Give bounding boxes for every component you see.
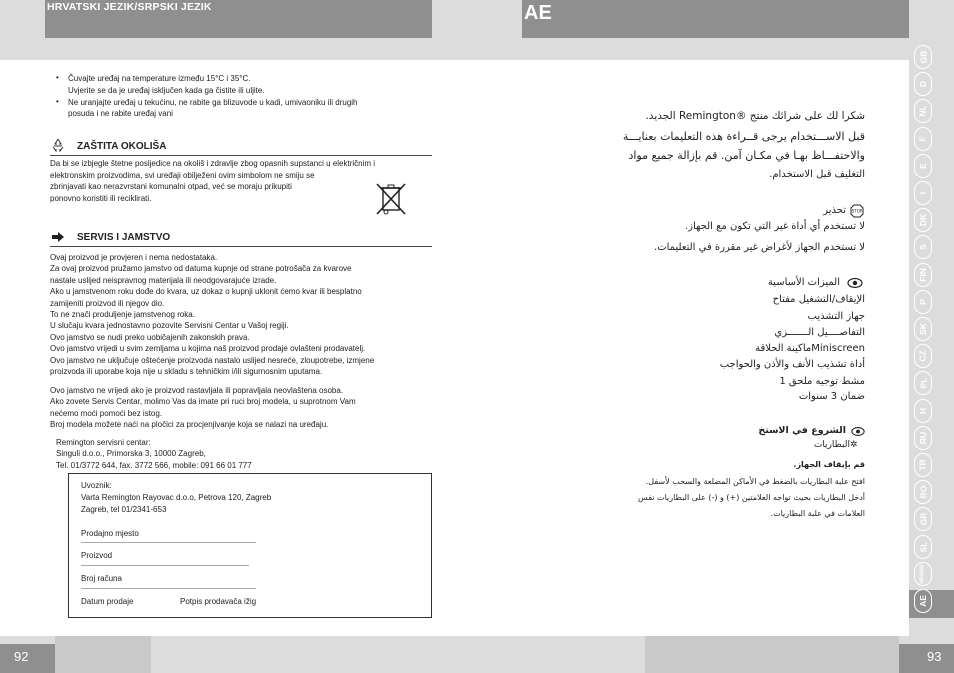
care-text-4: posuda i ne rabite uređaj vani bbox=[68, 109, 173, 118]
crossed-bin-icon bbox=[373, 180, 409, 218]
bullet-icon: • bbox=[56, 73, 59, 82]
care-text-2: Uvjerite se da je uređaj isključen kada ga čistite ili uljite. bbox=[68, 86, 265, 95]
intro-line-2: قبل الاســـتخدام يرجى قــراءة هذه التعليمات بعنايـــة bbox=[622, 130, 865, 143]
service-text-line: Ako u jamstvenom roku dođe do kvara, uz dokaz o kupnji uklonit ćemo kvar ili besplatno bbox=[50, 287, 362, 297]
footer-left-accent bbox=[55, 636, 151, 673]
header-left-title: HRVATSKI JEZIK/SRPSKI JEZIK bbox=[47, 1, 212, 13]
language-tab[interactable] bbox=[914, 371, 932, 395]
recycle-icon bbox=[51, 138, 65, 152]
intro-line-1: شكرا لك على شرائك منتج ®Remington الجديد. bbox=[645, 110, 865, 122]
language-tab[interactable] bbox=[914, 45, 932, 69]
language-tab-label: P bbox=[917, 298, 928, 305]
battery-line-3: العلامات في علبة البطاريات. bbox=[770, 509, 865, 518]
page-number-left: 92 bbox=[0, 644, 55, 673]
footer-right-accent bbox=[645, 636, 899, 673]
language-tab[interactable] bbox=[914, 399, 932, 423]
eye-icon bbox=[847, 277, 863, 289]
feature-item: ضمان 3 سنوات bbox=[798, 391, 865, 402]
service-text-line: proizvoda ili uporabe koja nije u skladu s tehničkim i/ili sigurnosnim uputama. bbox=[50, 367, 323, 376]
language-tab-label: AE bbox=[918, 595, 928, 607]
sale-date-label: Datum prodaje bbox=[81, 597, 134, 606]
importer-label: Uvoznik: bbox=[81, 481, 112, 490]
service-center-line: Singuli d.o.o., Primorska 3, 10000 Zagreb, bbox=[56, 449, 206, 459]
language-tab[interactable] bbox=[914, 317, 932, 341]
language-tab[interactable] bbox=[914, 235, 932, 259]
service-text-line: Broj modela možete naći na pločici za procjenjivanje koja se nalazi na uređaju. bbox=[50, 420, 329, 430]
feature-item: جهاز التشذيب bbox=[807, 311, 865, 322]
service-text-line: Za ovaj proizvod pružamo jamstvo od datuma kupnje od strane potrošača za kvarove bbox=[50, 264, 352, 274]
language-tab-label: I bbox=[918, 191, 928, 195]
language-tab-label: TR bbox=[918, 459, 928, 471]
language-tab[interactable] bbox=[914, 344, 932, 368]
warning-line-1: لا تستخدم أي أداة غير التي تكون مع الجهاز. bbox=[685, 221, 865, 232]
feature-item: مشط توجيه ملحق 1 bbox=[779, 376, 865, 387]
language-tab-label: F bbox=[917, 135, 928, 142]
service-text-line: Ovo jamstvo ne uključuje oštećenje proizvoda nastalo uslijed nesreće, zloupotrebe, izmjene bbox=[50, 355, 375, 365]
product-line: ———————————————————————— bbox=[81, 562, 249, 569]
language-tab-label: E bbox=[917, 162, 928, 169]
service-text-line: U slučaju kvara jednostavno pozovite Servisni Centar u Vašoj regiji. bbox=[50, 321, 289, 331]
page-number-right: 93 bbox=[899, 644, 954, 673]
language-tab[interactable] bbox=[914, 263, 932, 287]
service-title: SERVIS I JAMSTVO bbox=[77, 232, 171, 243]
service-rule bbox=[50, 246, 432, 247]
environment-text-4: ponovno koristiti ili reciklirati. bbox=[50, 194, 152, 203]
environment-title: ZAŠTITA OKOLIŠA bbox=[77, 141, 167, 152]
language-tab-label: D bbox=[917, 81, 928, 88]
feature-item: التفاصــــيل الـــــــزي bbox=[774, 327, 865, 338]
intro-line-4: التغليف قبل الاستخدام. bbox=[769, 169, 865, 180]
signature-label: Potpis prodavača ižig bbox=[180, 597, 257, 606]
features-title: الميزات الأساسية bbox=[767, 277, 840, 288]
feature-item: Miniscreenماكينة الحلاقة bbox=[755, 343, 865, 354]
battery-title: قم بإيقاف الجهاز. bbox=[793, 460, 865, 469]
language-tab-label: RU bbox=[918, 431, 928, 444]
language-tab[interactable] bbox=[914, 507, 932, 531]
service-text-line: Ovaj proizvod je provjeren i nema nedostataka. bbox=[50, 253, 218, 262]
language-tab-label: RO bbox=[918, 485, 928, 499]
language-tab-label: SL bbox=[918, 541, 928, 553]
language-tab[interactable] bbox=[914, 589, 932, 613]
header-right-title: AE bbox=[524, 2, 552, 24]
battery-line-1: افتح علبة البطاريات بالضغط في الأماكن المضلعة والسحب لأسفل. bbox=[645, 477, 865, 486]
service-text-line: Ovo jamstvo se nudi preko uobičajenih zakonskih prava. bbox=[50, 332, 250, 342]
start-subtitle: البطاريات bbox=[813, 440, 850, 450]
importer-line-2: Zagreb, tel 01/2341-653 bbox=[81, 505, 167, 514]
importer-line-1: Varta Remington Rayovac d.o.o, Petrova 120, Zagreb bbox=[81, 493, 272, 502]
service-center-line: Tel. 01/3772 644, fax. 3772 566, mobile: 091 66 01 777 bbox=[56, 460, 252, 470]
svg-text:STOP: STOP bbox=[851, 208, 863, 214]
warning-line-2: لا تستخدم الجهاز لأغراض غير مقررة في التعليمات. bbox=[654, 242, 865, 253]
service-text-line: nećemo moći pomoći bez istog. bbox=[50, 408, 163, 418]
service-text-line: Ovo jamstvo ne vrijedi ako je proizvod rastavljala ili popravljala neovlaštena osoba. bbox=[50, 386, 344, 395]
language-tab-label: NL bbox=[918, 105, 928, 118]
language-tab[interactable] bbox=[914, 562, 932, 586]
warning-title: تحذير bbox=[823, 205, 846, 216]
language-tab[interactable] bbox=[914, 426, 932, 450]
feature-item: الإيقاف/التشغيل مفتاح bbox=[772, 294, 865, 305]
start-title: الشروع في الاستخ bbox=[758, 425, 846, 436]
language-tab-label: HR/SRB bbox=[920, 564, 927, 584]
language-tab-label: GR bbox=[918, 513, 928, 526]
feature-item: أداة تشذيب الأنف والأذن والحواجب bbox=[719, 359, 865, 370]
language-tab[interactable] bbox=[914, 99, 932, 123]
product-label: Proizvod bbox=[81, 551, 113, 560]
language-tab[interactable] bbox=[914, 208, 932, 232]
language-tab-label: H bbox=[917, 407, 928, 414]
battery-line-2: أدخل البطاريات بحيث تواجه العلامتين (+) و (-) على البطاريات نفس bbox=[638, 493, 865, 502]
intro-line-3: والاحتفـــاظ بهـا في مكـان آمن. قم بإزالة جميع مواد bbox=[628, 149, 865, 162]
language-tab[interactable] bbox=[914, 453, 932, 477]
care-text-3: Ne uranjajte uređaj u tekućinu, ne rabite ga blizuvode u kadi, umivaoniku ili drugih bbox=[68, 98, 358, 107]
language-tab[interactable] bbox=[914, 290, 932, 314]
invoice-label: Broj računa bbox=[81, 574, 122, 583]
environment-text-2: elektronskim proizvodima, svi uređaji obilježeni ovim simbolom ne smiju se bbox=[50, 171, 315, 180]
gear-icon: ✲ bbox=[850, 439, 858, 449]
language-tab-label: GB bbox=[918, 50, 928, 64]
environment-text-1: Da bi se izbjegle štetne posljedice na okoliš i zdravlje zbog opasnih supstanci u električnim i bbox=[50, 159, 376, 168]
service-center-line: Remington servisni centar: bbox=[56, 438, 151, 447]
sale-place-label: Prodajno mjesto bbox=[81, 529, 139, 538]
language-tab-label: SK bbox=[918, 323, 928, 335]
environment-text-3: zbrinjavati kao nerazvrstani komunalni otpad, već se moraju prikupiti bbox=[50, 182, 292, 191]
language-tab[interactable] bbox=[914, 127, 932, 151]
language-tab-label: FIN bbox=[917, 267, 928, 282]
service-text-line: Ovo jamstvo vrijedi u svim zemljama u kojima naš proizvod prodaje ovlašteni prodavatelj. bbox=[50, 344, 366, 354]
language-tab[interactable] bbox=[914, 154, 932, 178]
language-tab[interactable] bbox=[914, 72, 932, 96]
language-tab-label: PL bbox=[918, 377, 928, 389]
stop-icon bbox=[850, 204, 864, 218]
language-tab-label: CZ bbox=[918, 350, 928, 362]
service-text-line: To ne znači produljenje jamstvenog roka. bbox=[50, 310, 195, 319]
language-tab[interactable] bbox=[914, 181, 932, 205]
language-tab[interactable] bbox=[914, 480, 932, 504]
eye-icon bbox=[851, 426, 865, 437]
service-text-line: Ako zovete Servis Centar, molimo Vas da imate pri ruci broj modela, u suprotnom Vam bbox=[50, 397, 356, 407]
invoice-line: ————————————————————————— bbox=[81, 585, 256, 592]
arrow-right-icon bbox=[51, 231, 65, 243]
language-tab[interactable] bbox=[914, 535, 932, 559]
header-right bbox=[522, 0, 909, 38]
sale-place-line: ————————————————————————— bbox=[81, 539, 256, 546]
service-text-line: nastale uslijed neispravnog materijala ili neodgovarajuće izrade. bbox=[50, 275, 277, 285]
care-text-1: Čuvajte uređaj na temperature između 15°C i 35°C. bbox=[68, 74, 251, 83]
language-tab-label: DK bbox=[918, 214, 928, 227]
header-left bbox=[45, 0, 432, 38]
bullet-icon: • bbox=[56, 97, 59, 106]
service-text-line: zamijeniti proizvod ili njegov dio. bbox=[50, 298, 165, 308]
environment-rule bbox=[50, 155, 432, 156]
language-tab-label: S bbox=[917, 244, 928, 251]
